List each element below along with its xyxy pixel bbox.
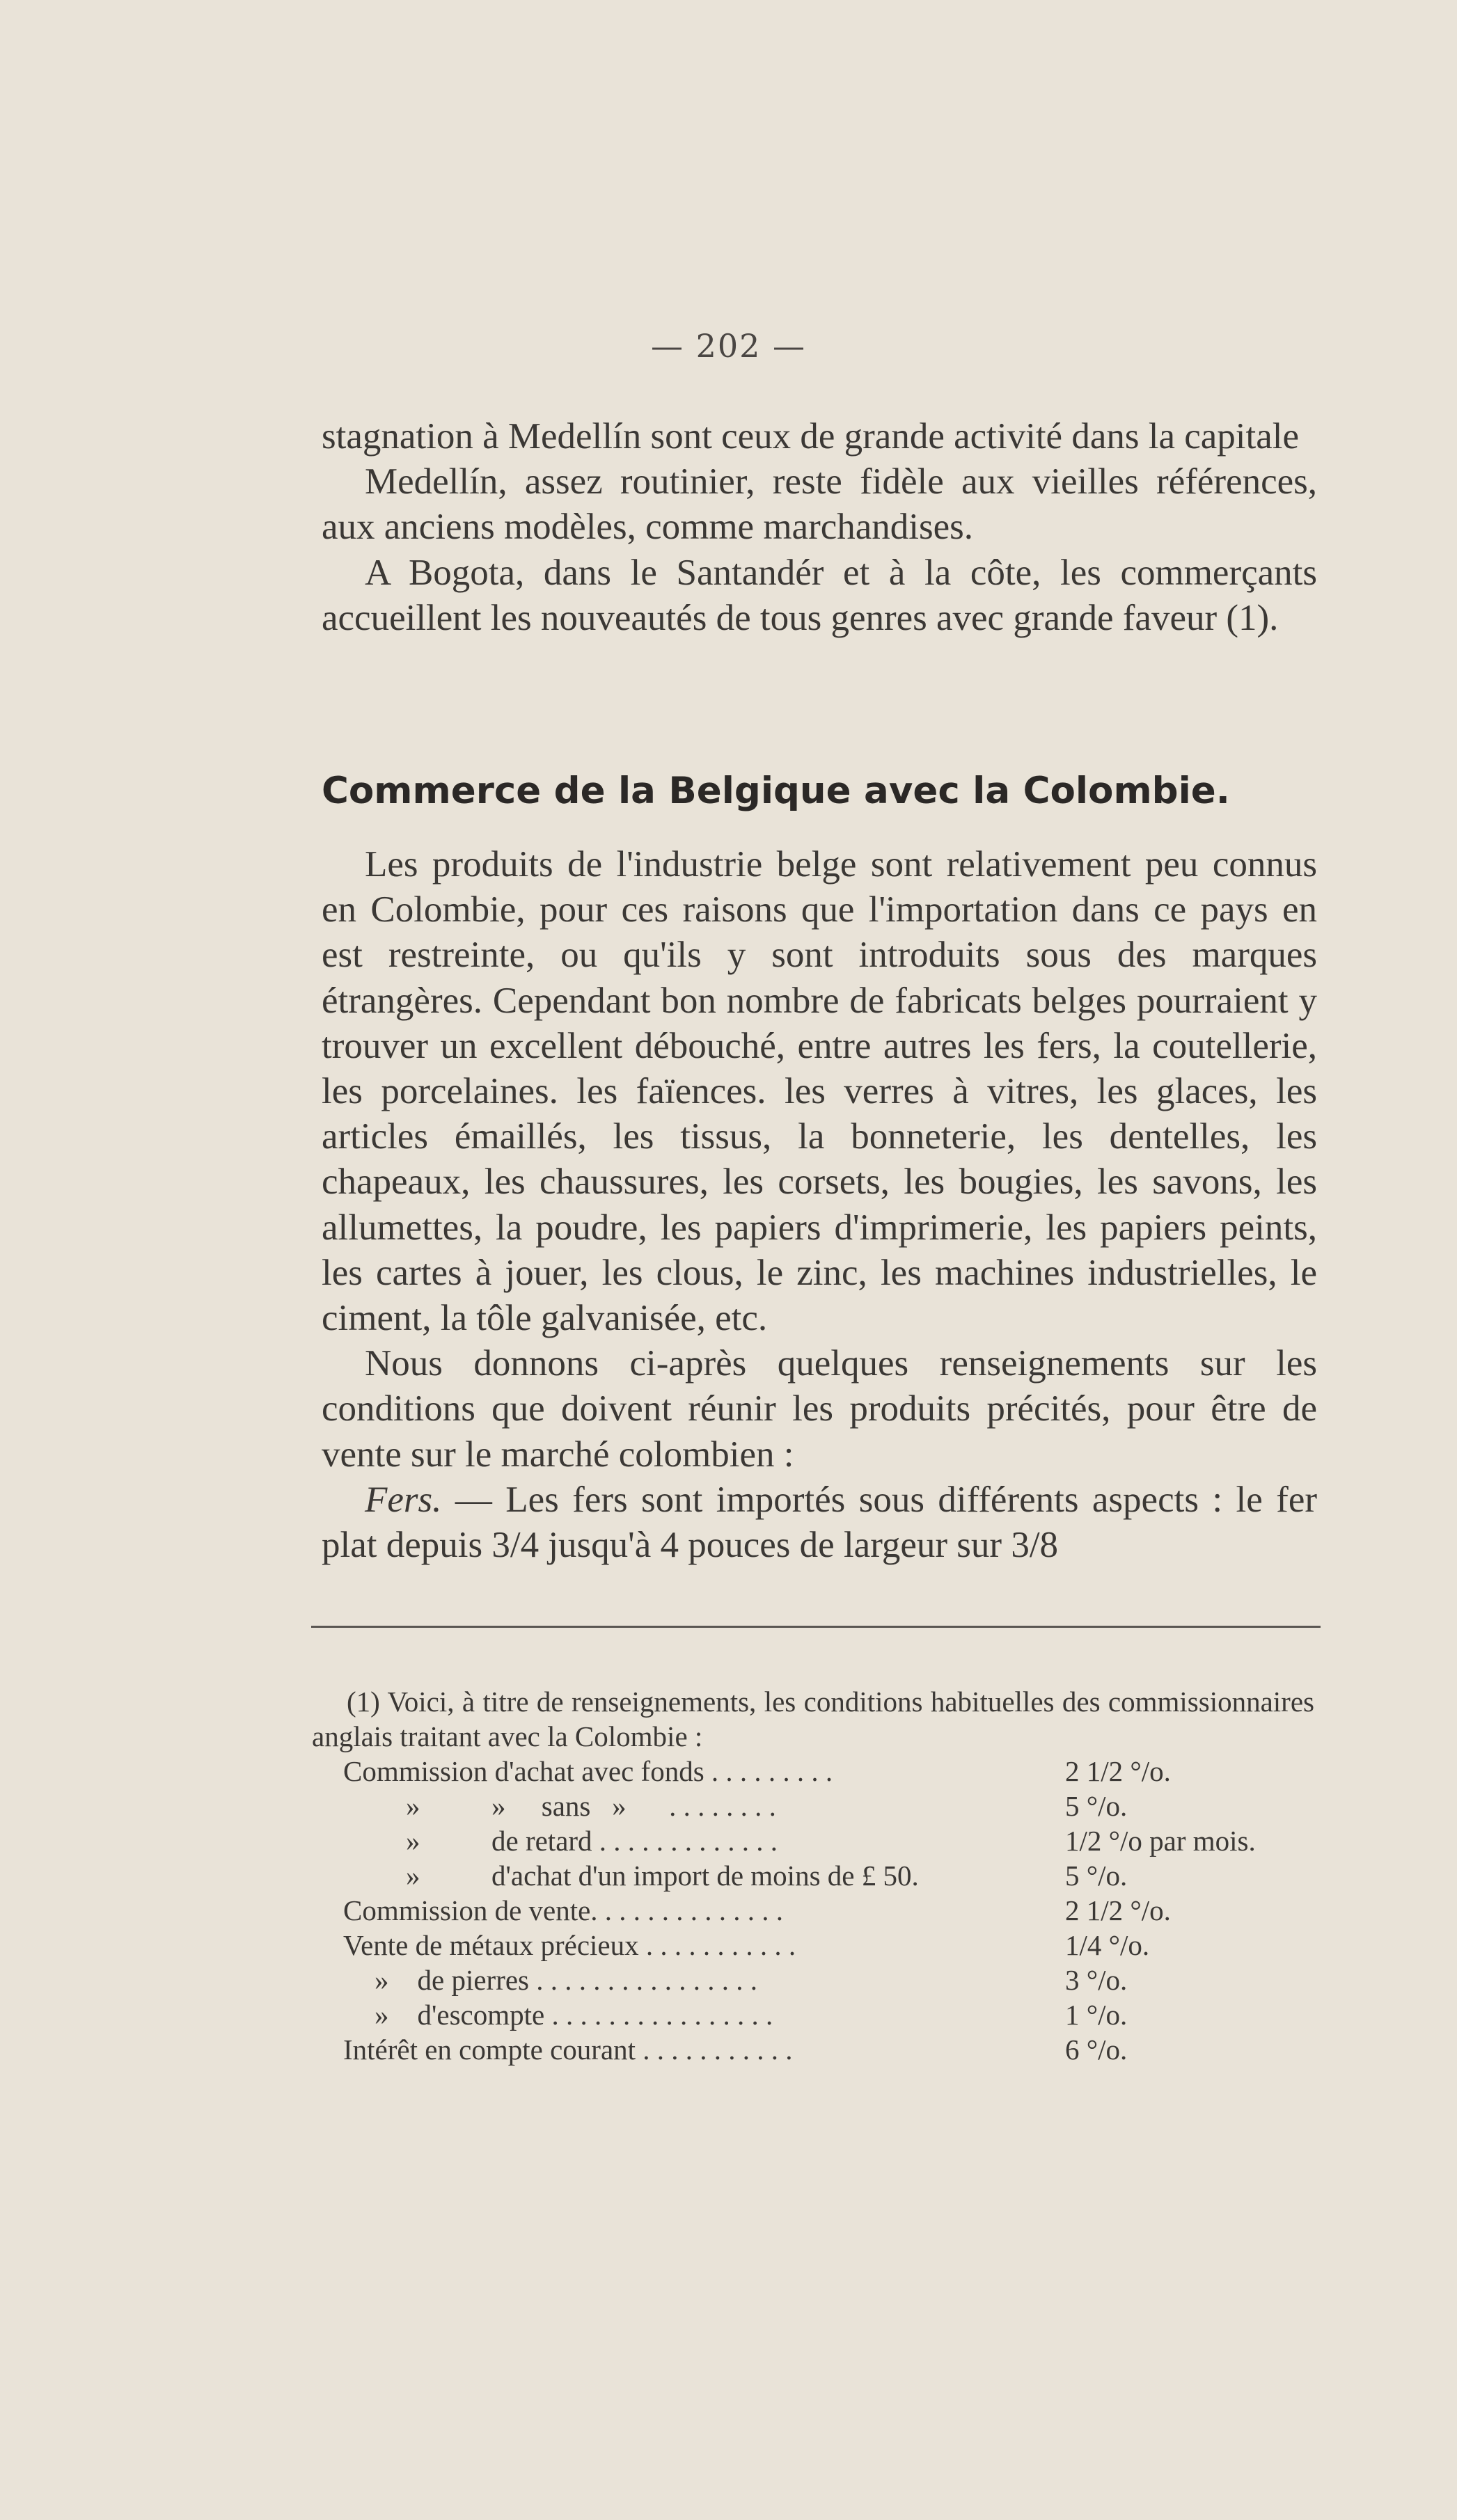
paragraph-text: — Les fers sont importés sous différents aspects : le fer plat depuis 3/4 jusqu'à 4 pouces de largeur sur 3/8 bbox=[322, 1479, 1317, 1566]
rate-value: 3 °/o. bbox=[1065, 1964, 1128, 1996]
rate-label: Commission d'achat avec fonds . . . . . . . . . bbox=[343, 1755, 833, 1787]
rate-value: 2 1/2 °/o. bbox=[1065, 1755, 1171, 1787]
rate-row bbox=[312, 1823, 1314, 1858]
rate-row bbox=[312, 1997, 1314, 2032]
paragraph: stagnation à Medellín sont ceux de grande activité dans la capitale bbox=[322, 416, 1299, 457]
rate-label: Commission de vente. . . . . . . . . . . . . . bbox=[343, 1894, 784, 1926]
footnote-intro: (1) Voici, à titre de renseignements, les conditions habituelles des commissionnaires anglais traitant avec la Colombie : bbox=[312, 1686, 1314, 1752]
rate-value: 6 °/o. bbox=[1065, 2034, 1128, 2066]
rate-label: Vente de métaux précieux . . . . . . . . . . . bbox=[343, 1929, 796, 1961]
rate-label: » d'achat d'un import de moins de £ 50. bbox=[406, 1860, 919, 1892]
section-heading: Commerce de la Belgique avec la Colombie. bbox=[322, 770, 1230, 812]
body-text-section bbox=[322, 842, 1317, 1568]
rate-value: 2 1/2 °/o. bbox=[1065, 1894, 1171, 1926]
rate-value: 1/2 °/o par mois. bbox=[1065, 1825, 1256, 1857]
page-number: — 202 — bbox=[650, 327, 807, 365]
rate-row bbox=[312, 1928, 1314, 1963]
paragraph: A Bogota, dans le Santandér et à la côte, les commerçants accueillent les nouveautés de tous genres avec grande faveur (1). bbox=[322, 552, 1317, 638]
rate-row bbox=[312, 1754, 1314, 1789]
footnote bbox=[312, 1684, 1314, 2067]
paragraph: Nous donnons ci-après quelques renseignements sur les conditions que doivent réunir les produits précités, pour être de vente sur le marché colombien : bbox=[322, 1343, 1317, 1475]
paragraph: Medellín, assez routinier, reste fidèle aux vieilles références, aux anciens modèles, comme marchandises. bbox=[322, 461, 1317, 548]
paragraph-label: Fers. bbox=[365, 1479, 442, 1520]
paragraph: Les produits de l'industrie belge sont relativement peu connus en Colombie, pour ces raisons que l'importation dans ce pays en est restreinte, ou qu'ils y sont introduits sous des marques étrangères. Cependant bon nombre de fabricats belges pourraient y trouver un excellent débouché, entre autres les fers, la coutellerie, les porcelaines. les faïences. les verres à vitres, les glaces, les articles émaillés, les tissus, la bonneterie, les dentelles, les chapeaux, les chaussures, les corsets, les bougies, les savons, les allumettes, la poudre, les papiers d'imprimerie, les papiers peints, les cartes à jouer, les clous, le zinc, les machines industrielles, le ciment, la tôle galvanisée, etc. bbox=[322, 844, 1317, 1339]
rate-row bbox=[312, 2032, 1314, 2067]
rate-row bbox=[312, 1789, 1314, 1823]
rate-label: Intérêt en compte courant . . . . . . . . . . . bbox=[343, 2034, 793, 2066]
footnote-divider bbox=[311, 1626, 1321, 1628]
rate-value: 1 °/o. bbox=[1065, 1999, 1128, 2031]
rate-value: 5 °/o. bbox=[1065, 1790, 1128, 1822]
rate-label: » » sans » . . . . . . . . bbox=[406, 1790, 776, 1822]
paragraph bbox=[322, 1477, 1317, 1568]
rate-label: » de pierres . . . . . . . . . . . . . . . . bbox=[375, 1964, 757, 1996]
rate-label: » de retard . . . . . . . . . . . . . bbox=[406, 1825, 778, 1857]
rate-value: 5 °/o. bbox=[1065, 1860, 1128, 1892]
body-text-top bbox=[322, 414, 1317, 641]
rate-value: 1/4 °/o. bbox=[1065, 1929, 1150, 1961]
rate-row bbox=[312, 1963, 1314, 1997]
rate-row bbox=[312, 1858, 1314, 1893]
rate-label: » d'escompte . . . . . . . . . . . . . . . . bbox=[375, 1999, 773, 2031]
rate-row bbox=[312, 1893, 1314, 1928]
